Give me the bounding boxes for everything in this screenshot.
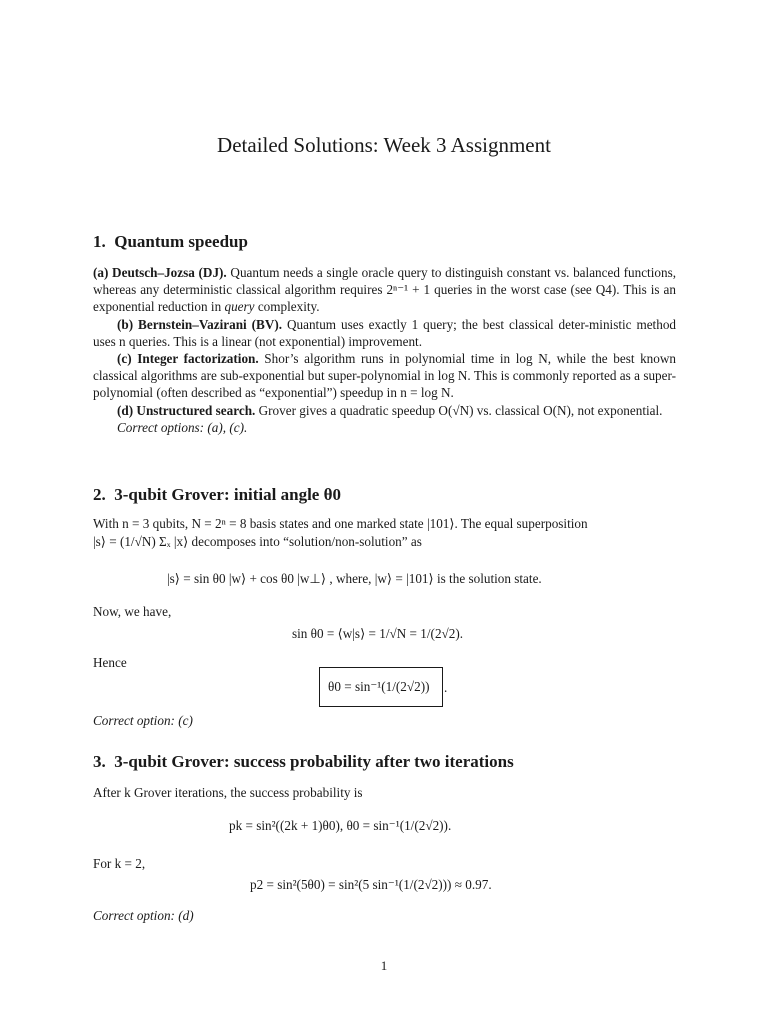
section-1-heading: 1. Quantum speedup (93, 232, 248, 251)
correct-options-1: Correct options: (a), (c). (117, 419, 248, 435)
item-d: (d) Unstructured search. Grover gives a quadratic speedup O(√N) vs. classical O(N), not exponential. (117, 402, 663, 418)
for-k-text: For k = 2, (93, 856, 146, 871)
correct-option-3: Correct option: (d) (93, 908, 194, 923)
section-3-heading: 3. 3-qubit Grover: success probability after two iterations (93, 752, 514, 771)
page-title: Detailed Solutions: Week 3 Assignment (217, 133, 551, 157)
equation-p2: p2 = sin²(5θ0) = sin²(5 sin⁻¹(1/(2√2))) ≈ 0.97. (250, 877, 492, 892)
item-c: (c) Integer factorization. Shor’s algorithm runs in polynomial time in log N, while the best known classical algorithms are sub-exponential but super-polynomial in log N. This is commonly reported as a super-polynomial (often described as “exponential”) speedup in n = log N. (93, 351, 677, 401)
section-1-body (93, 264, 676, 436)
section-3-intro: After k Grover iterations, the success probability is (93, 785, 363, 800)
boxed-answer (319, 667, 443, 707)
hence-text: Hence (93, 655, 127, 670)
now-text: Now, we have, (93, 604, 172, 619)
page-number: 1 (380, 958, 388, 973)
correct-option-2: Correct option: (c) (93, 713, 193, 728)
equation-success-prob: pk = sin²((2k + 1)θ0), θ0 = sin⁻¹(1/(2√2)). (229, 818, 452, 833)
boxed-period: . (444, 680, 448, 695)
equation-theta0: θ0 = sin⁻¹(1/(2√2)) (328, 679, 430, 694)
section-2-intro-line1: With n = 3 qubits, N = 2ⁿ = 8 basis states and one marked state |101⟩. The equal superposition (93, 516, 588, 531)
item-a: (a) Deutsch–Jozsa (DJ). Quantum needs a single oracle query to distinguish constant vs. balanced functions, whereas any deterministic classical algorithm requires 2ⁿ⁻¹ + 1 queries in the worst case (see Q4). This is an exponential reduction in query complexity. (93, 265, 677, 315)
equation-sin-theta: sin θ0 = ⟨w|s⟩ = 1/√N = 1/(2√2). (292, 626, 464, 641)
section-2-intro-line2: |s⟩ = (1/√N) Σₓ |x⟩ decomposes into “solution/non-solution” as (93, 534, 422, 549)
item-b: (b) Bernstein–Vazirani (BV). Quantum uses exactly 1 query; the best classical deter-ministic method uses n queries. This is a linear (not exponential) improvement. (93, 316, 677, 349)
section-2-heading: 2. 3-qubit Grover: initial angle θ0 (93, 485, 341, 504)
equation-decomposition: |s⟩ = sin θ0 |w⟩ + cos θ0 |w⊥⟩ , where, |w⟩ = |101⟩ is the solution state. (167, 571, 542, 586)
